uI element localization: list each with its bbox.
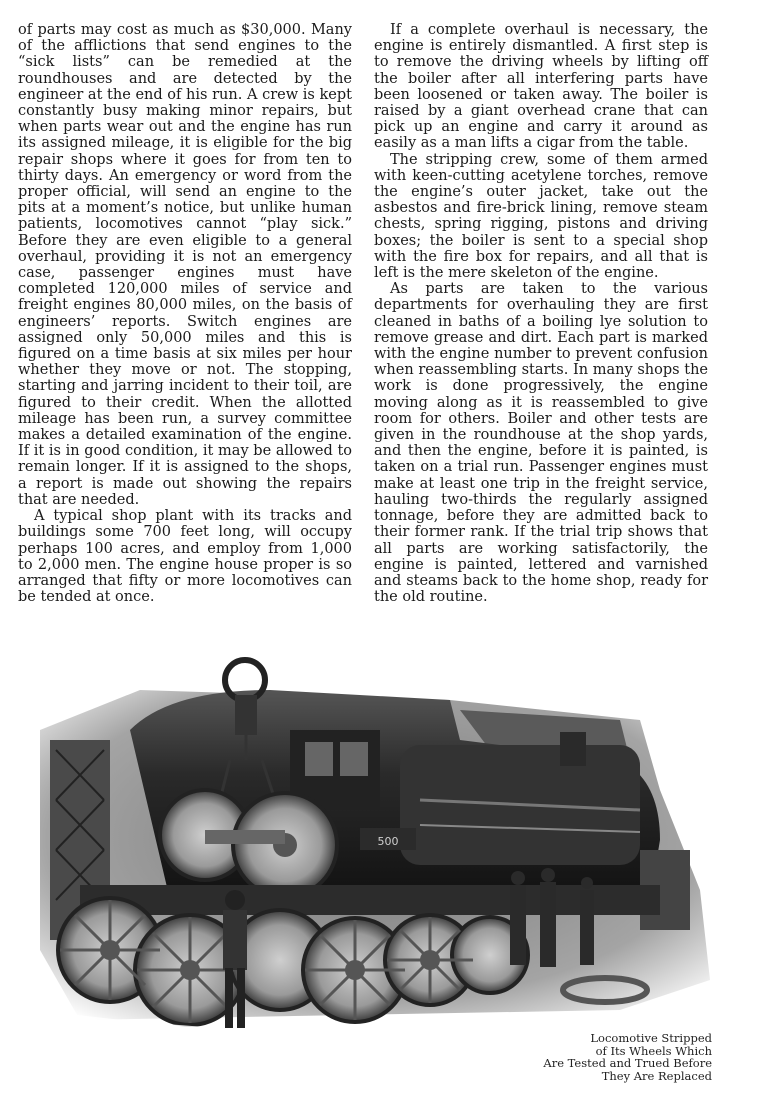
locomotive-photo [20, 650, 735, 1070]
paragraph: As parts are taken to the various departments for overhauling they are first cleaned in baths of a boiling lye solution to remove grease and dirt. Each part is marked with the engine number to prevent confusion when reassembling starts. In many shops the work is done progressively, the engine moving along as it is reassembled to give room for others. Boiler and other tests are given in the roundhouse at the shop yards, and then the engine, before it is painted, is taken on a trial run. Passenger engines must make at least one trip in the freight service, hauling two-thirds the regularly assigned tonnage, before they are admitted back to their former rank. If the trial trip shows that all parts are working satisfactorily, the engine is painted, lettered and varnished and steams back to the home shop, ready for the old routine. [374, 281, 708, 606]
caption-line: Locomotive Stripped [590, 1031, 712, 1045]
caption-line: of Its Wheels Which [595, 1043, 712, 1058]
engine-number-plate: 500 [377, 835, 399, 848]
paragraph: of parts may cost as much as $30,000. Many of the afflictions that send engines to the “sick lists” can be remedied at the roundhouses and are detected by the engineer at the end of his run. A crew is kept constantly busy making minor repairs, but when parts wear out and the engine has run its assigned mileage, it is eligible for the big repair shops where it goes for from ten to thirty days. An emergency or word from the proper official, will send an engine to the pits at a moment’s notice, but unlike human patients, locomotives cannot “play sick.” Before they are even eligible to a general overhaul, providing it is not an emergency case, passenger engines must have completed 120,000 miles of service and freight engines 80,000 miles, on the basis of engineers’ reports. Switch engines are assigned only 50,000 miles and this is figured on a time basis at six miles per hour whether they move or not. The stopping, starting and jarring incident to their toil, are figured to their credit. When the allotted mileage has been run, a survey committee makes a detailed examination of the engine. If it is in good condition, it may be allowed to remain longer. If it is assigned to the shops, a report is made out showing the repairs that are needed. [18, 22, 352, 508]
article-left-column [18, 22, 352, 605]
workmen-group [510, 868, 594, 967]
paragraph: A typical shop plant with its tracks and buildings some 700 feet long, will occupy perhaps 100 acres, and employ from 1,000 to 2,000 men. The engine house proper is so arranged that fifty or more locomotives can be tended at once. [18, 508, 352, 606]
figure-caption [480, 1032, 712, 1082]
paragraph: The stripping crew, some of them armed with keen-cutting acetylene torches, remove the engine’s outer jacket, take out the asbestos and fire-brick lining, remove steam chests, spring rigging, pistons and driving boxes; the boiler is sent to a special shop with the fire box for repairs, and all that is left is the mere skeleton of the engine. [374, 151, 708, 282]
paragraph: If a complete overhaul is necessary, the engine is entirely dismantled. A first step is to remove the driving wheels by lifting off the boiler after all interfering parts have been loosened or taken away. The boiler is raised by a giant overhead crane that can pick up an engine and carry it around as easily as a man lifts a cigar from the table. [374, 22, 708, 152]
article-right-column [374, 22, 708, 605]
caption-line: Are Tested and Trued Before [543, 1056, 712, 1070]
caption-line: They Are Replaced [601, 1068, 712, 1083]
